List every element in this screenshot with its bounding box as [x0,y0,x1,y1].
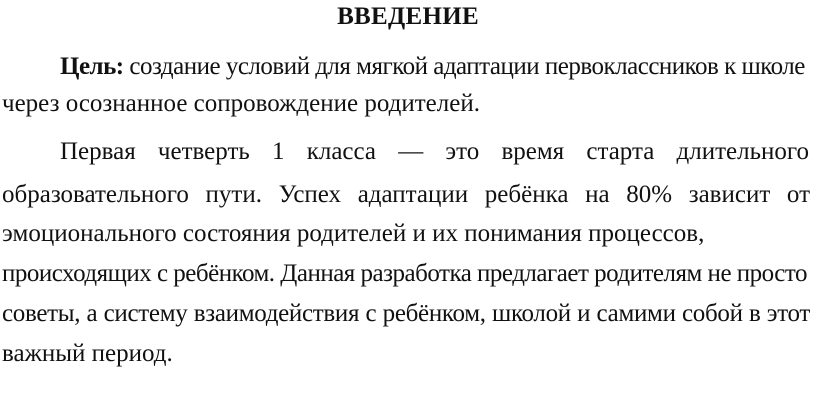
goal-line-2: через осознанное сопровождение родителей. [2,90,480,117]
paragraph-line-6: важный период. [2,340,173,367]
goal-text-1: создание условий для мягкой адаптации первоклассников к школе [123,53,805,80]
paragraph-line-3: эмоционального состояния родителей и их понимания процессов, [2,220,705,247]
goal-label: Цель: [60,53,124,80]
paragraph-line-2: образовательного пути. Успех адаптации ребёнка на 80% зависит от [2,181,810,208]
paragraph-line-4: происходящих с ребёнком. Данная разработка предлагает родителям не просто [2,260,807,287]
paragraph-line-1: Первая четверть 1 класса — это время старта длительного [60,138,809,165]
goal-line-1 [60,52,809,82]
document-heading: ВВЕДЕНИЕ [337,3,479,30]
paragraph-line-5: советы, а систему взаимодействия с ребёнком, школой и самими собой в этот [2,300,810,327]
